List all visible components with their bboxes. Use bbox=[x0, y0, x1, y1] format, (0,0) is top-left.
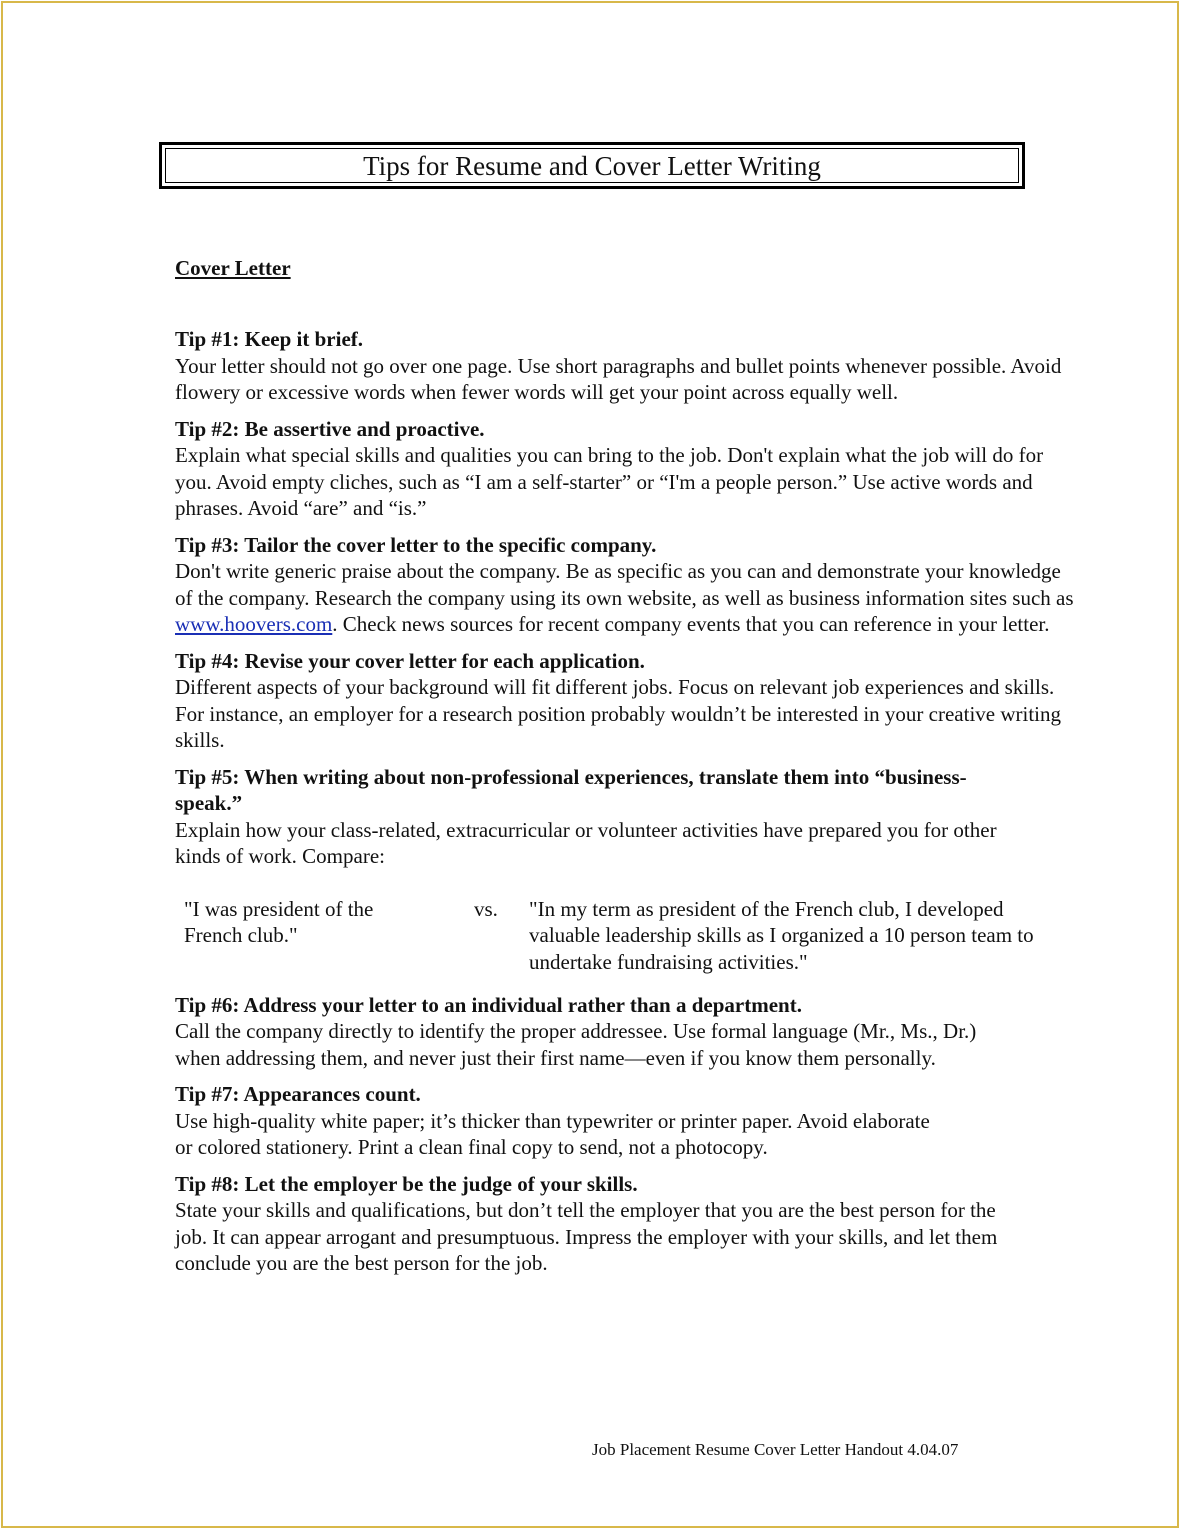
tip-body: State your skills and qualifications, but don’t tell the employer that you are the best person for the job. It can appear arrogant and presumptuous. Impress the employer with your skills, and let them conclude you are the best person for the job. bbox=[175, 1198, 998, 1275]
tip-heading: Tip #3: Tailor the cover letter to the specific company. bbox=[175, 532, 657, 557]
tips-content bbox=[175, 326, 1075, 1287]
tip-heading: Tip #7: Appearances count. bbox=[175, 1082, 421, 1106]
tip-2 bbox=[175, 416, 1075, 522]
comparison-before: "I was president of the French club." bbox=[184, 896, 374, 947]
tip-heading: Tip #8: Let the employer be the judge of your skills. bbox=[175, 1171, 638, 1196]
tip-body bbox=[175, 558, 1075, 638]
tip-7 bbox=[175, 1081, 1075, 1161]
tip-body: Different aspects of your background will fit different jobs. Focus on relevant job experiences and skills. For instance, an employer for a research position probably wouldn’t be interested in your creative writing skills. bbox=[175, 675, 1062, 752]
tip-body-text: Don't write generic praise about the company. Be as specific as you can and demonstrate your knowledge of the company. Research the company using its own website, as well as business information sites such as bbox=[175, 559, 1074, 610]
tip-body-text: . Check news sources for recent company events that you can reference in your letter. bbox=[332, 612, 1050, 636]
comparison-vs: vs. bbox=[474, 896, 498, 921]
tip-body: Your letter should not go over one page. Use short paragraphs and bullet points whenever possible. Avoid flowery or excessive words when fewer words will get your point across equally well. bbox=[175, 353, 1062, 404]
tip-heading: Tip #5: When writing about non-professional experiences, translate them into “business- speak.” bbox=[175, 764, 967, 815]
comparison-after: "In my term as president of the French club, I developed valuable leadership skills as I organized a 10 person team to undertake fundraising activities." bbox=[529, 896, 1034, 974]
tip-body: Use high-quality white paper; it’s thicker than typewriter or printer paper. Avoid elaborate or colored stationery. Print a clean final copy to send, not a photocopy. bbox=[175, 1108, 930, 1159]
tip-1 bbox=[175, 326, 1075, 406]
footer-handout-label: Job Placement Resume Cover Letter Handout 4.04.07 bbox=[592, 1440, 959, 1459]
tip-6 bbox=[175, 992, 1075, 1072]
tip-4 bbox=[175, 648, 1075, 754]
comparison-example bbox=[175, 896, 1075, 980]
tip-heading: Tip #6: Address your letter to an individual rather than a department. bbox=[175, 992, 802, 1017]
tip-heading: Tip #2: Be assertive and proactive. bbox=[175, 416, 485, 441]
title-box bbox=[159, 142, 1025, 189]
tip-body: Call the company directly to identify the proper addressee. Use formal language (Mr., Ms., Dr.) when addressing them, and never just their first name—even if you know them personally. bbox=[175, 1019, 977, 1070]
tip-heading: Tip #1: Keep it brief. bbox=[175, 327, 364, 351]
hoovers-link[interactable]: www.hoovers.com bbox=[175, 612, 333, 636]
tip-8 bbox=[175, 1171, 1075, 1277]
section-heading-cover-letter: Cover Letter bbox=[175, 256, 291, 280]
tip-body: Explain how your class-related, extracurricular or volunteer activities have prepared you for other kinds of work. Compare: bbox=[175, 817, 997, 868]
tip-5 bbox=[175, 764, 1075, 870]
tip-body: Explain what special skills and qualities you can bring to the job. Don't explain what the job will do for you. Avoid empty cliches, such as “I am a self-starter” or “I'm a people person.” Use active words and phrases. Avoid “are” and “is.” bbox=[175, 443, 1044, 520]
page-title: Tips for Resume and Cover Letter Writing bbox=[363, 151, 821, 181]
tip-3 bbox=[175, 532, 1075, 638]
tip-heading: Tip #4: Revise your cover letter for each application. bbox=[175, 648, 645, 673]
